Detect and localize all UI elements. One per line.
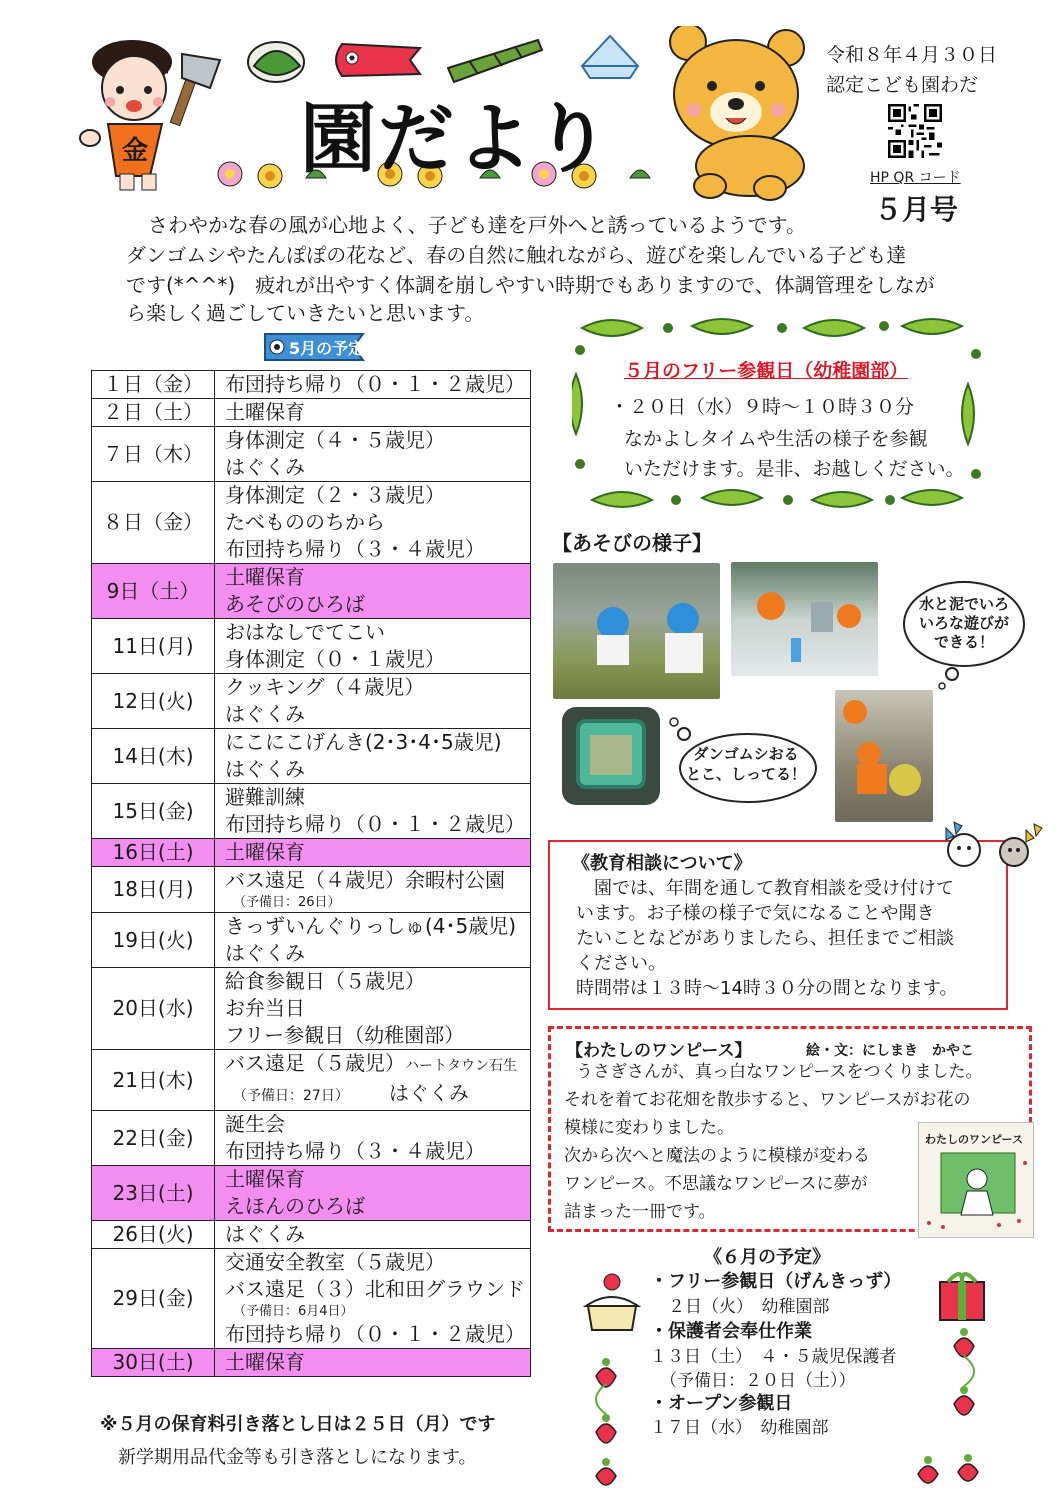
page-title: 園だより: [300, 94, 612, 183]
table-row: [92, 619, 531, 674]
schedule-event: おはなしでてこい: [225, 620, 385, 644]
intro-line: です(*^^*) 疲れが出やすく体調を崩しやすい時期でもありますので、体調管理をしなが: [126, 273, 935, 297]
june-schedule-title: 《６月の予定》: [704, 1247, 830, 1268]
schedule-date: 14日(木): [92, 729, 215, 784]
schedule-event: 身体測定（０・１歳児）: [225, 647, 445, 671]
table-row: [92, 729, 531, 784]
book-line: うさぎさんが、真っ白なワンピースをつくりました。: [576, 1062, 983, 1082]
bear-illustration: [670, 26, 804, 200]
table-row: [92, 371, 531, 399]
schedule-banner-label: 5月の予定: [289, 339, 365, 358]
schedule-event: きっずいんぐりっしゅ(4･5歳児): [225, 914, 517, 938]
schedule-event-place: ハートタウン石生: [405, 1058, 517, 1074]
book-line: 詰まった一冊です。: [564, 1202, 716, 1222]
speech-bubble-2-line: とこ、しってる！: [685, 765, 806, 783]
june-item-line: ２日（火） 幼稚園部: [668, 1297, 830, 1317]
schedule-event: バス遠足（４歳児）余暇村公園: [225, 868, 505, 892]
schedule-backup-day: （予備日：27日）: [233, 1088, 349, 1104]
schedule-date: 12日(火): [92, 674, 215, 729]
speech-bubble-1-line: 水と泥でいろ: [918, 595, 1009, 613]
schedule-event: クッキング（４歳児）: [225, 675, 425, 699]
schedule-date: 11日(月): [92, 619, 215, 674]
schedule-event: はぐくみ: [225, 455, 305, 479]
schedule-date: ７日（木）: [92, 427, 215, 482]
schedule-date: 21日(木): [92, 1050, 215, 1111]
schedule-date: 22日(金): [92, 1111, 215, 1166]
june-item-head: ・フリー参観日（げんきっず）: [650, 1271, 902, 1292]
kashiwa-mochi-illustration: [248, 42, 304, 82]
table-row: [92, 1249, 531, 1349]
june-item-line: （予備日：２０日（土））: [660, 1371, 856, 1391]
kabuto-paper-helmet-illustration: [582, 36, 638, 78]
schedule-event: 交通安全教室（５歳児）: [225, 1250, 445, 1274]
schedule-event: 布団持ち帰り（０・１・２歳児）: [225, 812, 525, 836]
schedule-event: はぐくみ: [225, 1222, 305, 1246]
schedule-event: 土曜保育: [225, 840, 305, 864]
koinobori-illustration: [336, 44, 420, 76]
schedule-date: 30日(土): [92, 1349, 215, 1377]
table-row: [92, 1221, 531, 1249]
issue-month: ５月号: [874, 193, 959, 226]
may-schedule-table: [91, 370, 531, 1377]
schedule-event: フリー参観日（幼稚園部）: [225, 1023, 465, 1047]
schedule-event: 土曜保育: [225, 1350, 305, 1374]
table-row: [92, 399, 531, 427]
photo-pill-bug-container: [562, 707, 660, 805]
schedule-date: 29日(金): [92, 1249, 215, 1349]
schedule-event: 誕生会: [225, 1112, 285, 1136]
schedule-event: はぐくみ: [388, 1081, 469, 1105]
fee-note: ※５月の保育料引き落とし日は２５日（月）です: [100, 1414, 496, 1435]
free-observation-line: なかよしタイムや生活の様子を参観: [624, 428, 928, 450]
consultation-line: ください。: [576, 953, 666, 974]
schedule-date: 23日(土): [92, 1166, 215, 1221]
intro-line: ダンゴムシやたんぽぽの花など、春の自然に触れながら、遊びを楽しんでいる子ども達: [126, 243, 907, 267]
schedule-event: はぐくみ: [225, 757, 305, 781]
speech-bubble-1-line: いろな遊びが: [918, 614, 1009, 632]
play-section-title: 【あそびの様子】: [552, 531, 712, 555]
intro-line: ら楽しく過ごしていきたいと思います。: [126, 301, 485, 325]
schedule-date: 15日(金): [92, 784, 215, 839]
schedule-event: 土曜保育: [225, 400, 305, 424]
schedule-event: お弁当日: [225, 996, 305, 1020]
schedule-event: 避難訓練: [225, 785, 305, 809]
schedule-date: ２日（土）: [92, 399, 215, 427]
table-row: [92, 1166, 531, 1221]
schedule-event: 給食参観日（５歳児）: [225, 969, 425, 993]
speech-bubble-2-line: ダンゴムシおる: [693, 745, 799, 763]
qr-code[interactable]: [888, 104, 942, 158]
photo-kids-at-fence: [553, 563, 720, 699]
table-row: [92, 427, 531, 482]
schedule-event: はぐくみ: [225, 702, 305, 726]
consultation-line: 時間帯は１３時～14時３０分の間となります。: [576, 978, 958, 999]
schedule-event: 身体測定（４・５歳児）: [225, 428, 445, 452]
schedule-event: 土曜保育: [225, 1167, 305, 1191]
book-line: 模様に変わりました。: [564, 1118, 734, 1138]
schedule-event: あそびのひろば: [225, 592, 365, 616]
pinwheel-kids-illustration: [934, 818, 1044, 878]
schedule-banner: [263, 330, 367, 364]
table-row: [92, 839, 531, 867]
schedule-event: 布団持ち帰り（３・４歳児）: [225, 537, 485, 561]
table-row: [92, 482, 531, 564]
schedule-event: 身体測定（２・３歳児）: [225, 483, 445, 507]
free-observation-line: いただけます。是非、お越しください。: [624, 458, 965, 480]
table-row: [92, 784, 531, 839]
consultation-line: 園では、年間を通して教育相談を受け付けて: [576, 878, 954, 899]
june-item-line: １３日（土） ４・５歳児保護者: [650, 1347, 897, 1367]
speech-bubble-1-line: できる！: [933, 633, 994, 651]
schedule-backup-day: （予備日：26日）: [233, 895, 341, 910]
schedule-date: 26日(火): [92, 1221, 215, 1249]
kid-badge: 金: [122, 136, 149, 166]
book-author: 絵・文：にしまき かやこ: [806, 1043, 974, 1059]
june-item-line: １７日（水） 幼稚園部: [650, 1418, 829, 1438]
table-row: [92, 1349, 531, 1377]
schedule-event: 土曜保育: [225, 565, 305, 589]
table-row: [92, 564, 531, 619]
photo-kids-sand-play: [835, 690, 933, 822]
schedule-event: バス遠足（３）北和田グラウンド: [225, 1277, 525, 1301]
schedule-date: ８日（金）: [92, 482, 215, 564]
schedule-event: バス遠足（５歳児）: [225, 1051, 405, 1075]
table-row: [92, 1050, 531, 1111]
table-row: [92, 674, 531, 729]
table-row: [92, 913, 531, 968]
june-item-head: ・オープン参観日: [650, 1393, 793, 1414]
book-cover-image: [918, 1122, 1034, 1238]
schedule-event: はぐくみ: [225, 941, 305, 965]
schedule-event: 布団持ち帰り（３・４歳児）: [225, 1139, 485, 1163]
schedule-date: 9日（土）: [92, 564, 215, 619]
schedule-date: １日（金）: [92, 371, 215, 399]
book-cover-title: わたしのワンピース: [925, 1133, 1024, 1146]
schedule-event: たべもののちから: [225, 510, 385, 534]
kintaro-kid-illustration: [80, 40, 220, 190]
photo-kids-water-play: [731, 562, 878, 676]
consultation-line: たいことなどがありましたら、担任までご相談: [576, 928, 954, 949]
table-row: [92, 968, 531, 1050]
schedule-date: 19日(火): [92, 913, 215, 968]
schedule-event: にこにこげんき(2･3･4･5歳児): [225, 730, 502, 754]
consultation-title: 《教育相談について》: [572, 853, 752, 874]
book-line: 次から次へと魔法のように模様が変わる: [564, 1146, 870, 1166]
table-row: [92, 1111, 531, 1166]
schedule-event: 布団持ち帰り（０・１・２歳児）: [225, 372, 525, 396]
schedule-date: 16日(土): [92, 839, 215, 867]
issue-date: 令和８年４月３０日: [826, 44, 998, 66]
table-row: [92, 867, 531, 913]
book-title: 【わたしのワンピース】: [566, 1041, 752, 1061]
schedule-event: えほんのひろば: [225, 1194, 365, 1218]
book-line: ワンピース。不思議なワンピースに夢が: [564, 1174, 868, 1194]
chimaki-illustration: [448, 40, 542, 82]
consultation-line: います。お子様の様子で気になることや聞き: [576, 903, 935, 924]
intro-line: さわやかな春の風が心地よく、子ども達を戸外へと誘っているようです。: [148, 213, 806, 237]
free-observation-line: ・２０日（水）９時～１０時３０分: [610, 396, 915, 418]
schedule-backup-day: （予備日：6月4日）: [233, 1304, 354, 1319]
fee-subnote: 新学期用品代金等も引き落としになります。: [118, 1447, 477, 1468]
school-name: 認定こども園わだ: [826, 74, 979, 96]
free-observation-title: ５月のフリー参観日（幼稚園部）: [624, 360, 909, 382]
schedule-event: 布団持ち帰り（０・１・２歳児）: [225, 1322, 525, 1346]
schedule-date: 18日(月): [92, 867, 215, 913]
schedule-date: 20日(水): [92, 968, 215, 1050]
book-line: それを着てお花畑を散歩すると、ワンピースがお花の: [564, 1090, 971, 1110]
june-item-head: ・保護者会奉仕作業: [650, 1321, 812, 1342]
qr-label: HP QR コード: [870, 170, 961, 186]
